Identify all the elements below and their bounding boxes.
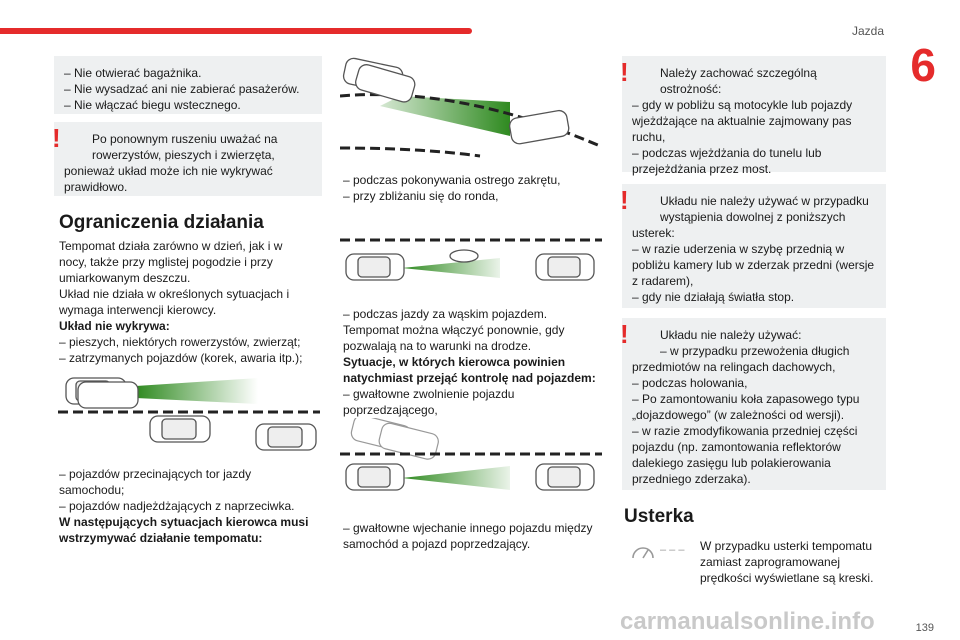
section-heading: Usterka bbox=[624, 506, 694, 527]
warning-icon: ! bbox=[620, 319, 629, 349]
cruise-fault-icon: – – – bbox=[630, 542, 690, 564]
warning-box: ! Układu nie należy używać w przypadku wystąpienia dowolnej z poniższych usterek: – w razie uderzenia w szybę przednią w pobliżu kamery lub w zderzak przedni (wersje z radarem), – gdy nie działają światła stop. bbox=[622, 184, 886, 308]
warning-icon: ! bbox=[52, 123, 61, 153]
warning-icon: ! bbox=[620, 57, 629, 87]
body-text: – gwałtowne wjechanie innego pojazdu między samochód a pojazd poprzedzający. bbox=[343, 521, 593, 551]
illustration-crossing-vehicles bbox=[58, 372, 320, 454]
illustration-narrow-vehicle bbox=[340, 232, 602, 296]
illustration-sharp-curve bbox=[340, 56, 602, 160]
warning-icon: ! bbox=[620, 185, 629, 215]
section-heading: Ograniczenia działania bbox=[59, 212, 264, 233]
body-text: Tempomat działa zarówno w dzień, jak i w nocy, także przy mglistej pogodzie i przy umiarkowanym deszczu. Układ nie działa w określonych sytuacjach i wymaga interwencji kierowcy. Układ nie wykrywa: – pieszych, niektórych rowerzystów, zwierząt; – zatrzymanych pojazdów (korek, awaria itp.); bbox=[59, 239, 303, 365]
warning-box: ! Układu nie należy używać: – w przypadku przewożenia długich przedmiotów na relingach dachowych, – podczas holowania, – Po zamontowaniu koła zapasowego typu „dojazdowego” (w zależności od wersji). – w razie zmodyfikowania przedniej części pojazdu (np. zamontowania reflektorów dalekiego zasięgu lub polakierowania przedniego zderzaka). bbox=[622, 318, 886, 490]
page-number: 139 bbox=[915, 622, 934, 634]
top-accent-bar bbox=[0, 28, 472, 34]
body-text: – podczas jazdy za wąskim pojazdem. Tempomat można włączyć ponownie, gdy pozwalają na to warunki na drodze. Sytuacje, w których kierowca powinien natychmiast przejąć kontrolę nad pojazdem: – gwałtowne zwolnienie pojazdu poprzedzającego, bbox=[343, 307, 596, 417]
body-text: – pojazdów przecinających tor jazdy samochodu; – pojazdów nadjeżdżających z naprzeciwka. W następujących sytuacjach kierowca musi wstrzymywać działanie tempomatu: bbox=[59, 467, 309, 545]
warning-box: ! Należy zachować szczególną ostrożność: – gdy w pobliżu są motocykle lub pojazdy wjeżdżające na aktualnie zajmowany pas ruchu, – podczas wjeżdżania do tunelu lub przejeżdżania przez most. bbox=[622, 56, 886, 172]
running-head: Jazda bbox=[851, 24, 884, 38]
chapter-number: 6 bbox=[910, 39, 936, 91]
body-text: W przypadku usterki tempomatu zamiast zaprogramowanej prędkości wyświetlane są kreski. bbox=[700, 539, 874, 585]
note-box: – Nie otwierać bagażnika. – Nie wysadzać ani nie zabierać pasażerów. – Nie włączać biegu wstecznego. bbox=[54, 56, 322, 114]
speedometer-icon bbox=[630, 542, 656, 562]
body-text: – podczas pokonywania ostrego zakrętu, – przy zbliżaniu się do ronda, bbox=[343, 173, 561, 203]
warning-box: ! Po ponownym ruszeniu uważać na rowerzystów, pieszych i zwierzęta, ponieważ układ może ich nie wykrywać prawidłowo. bbox=[54, 122, 322, 196]
illustration-cut-in-vehicle bbox=[340, 418, 602, 502]
watermark: carmanualsonline.info bbox=[620, 608, 875, 635]
